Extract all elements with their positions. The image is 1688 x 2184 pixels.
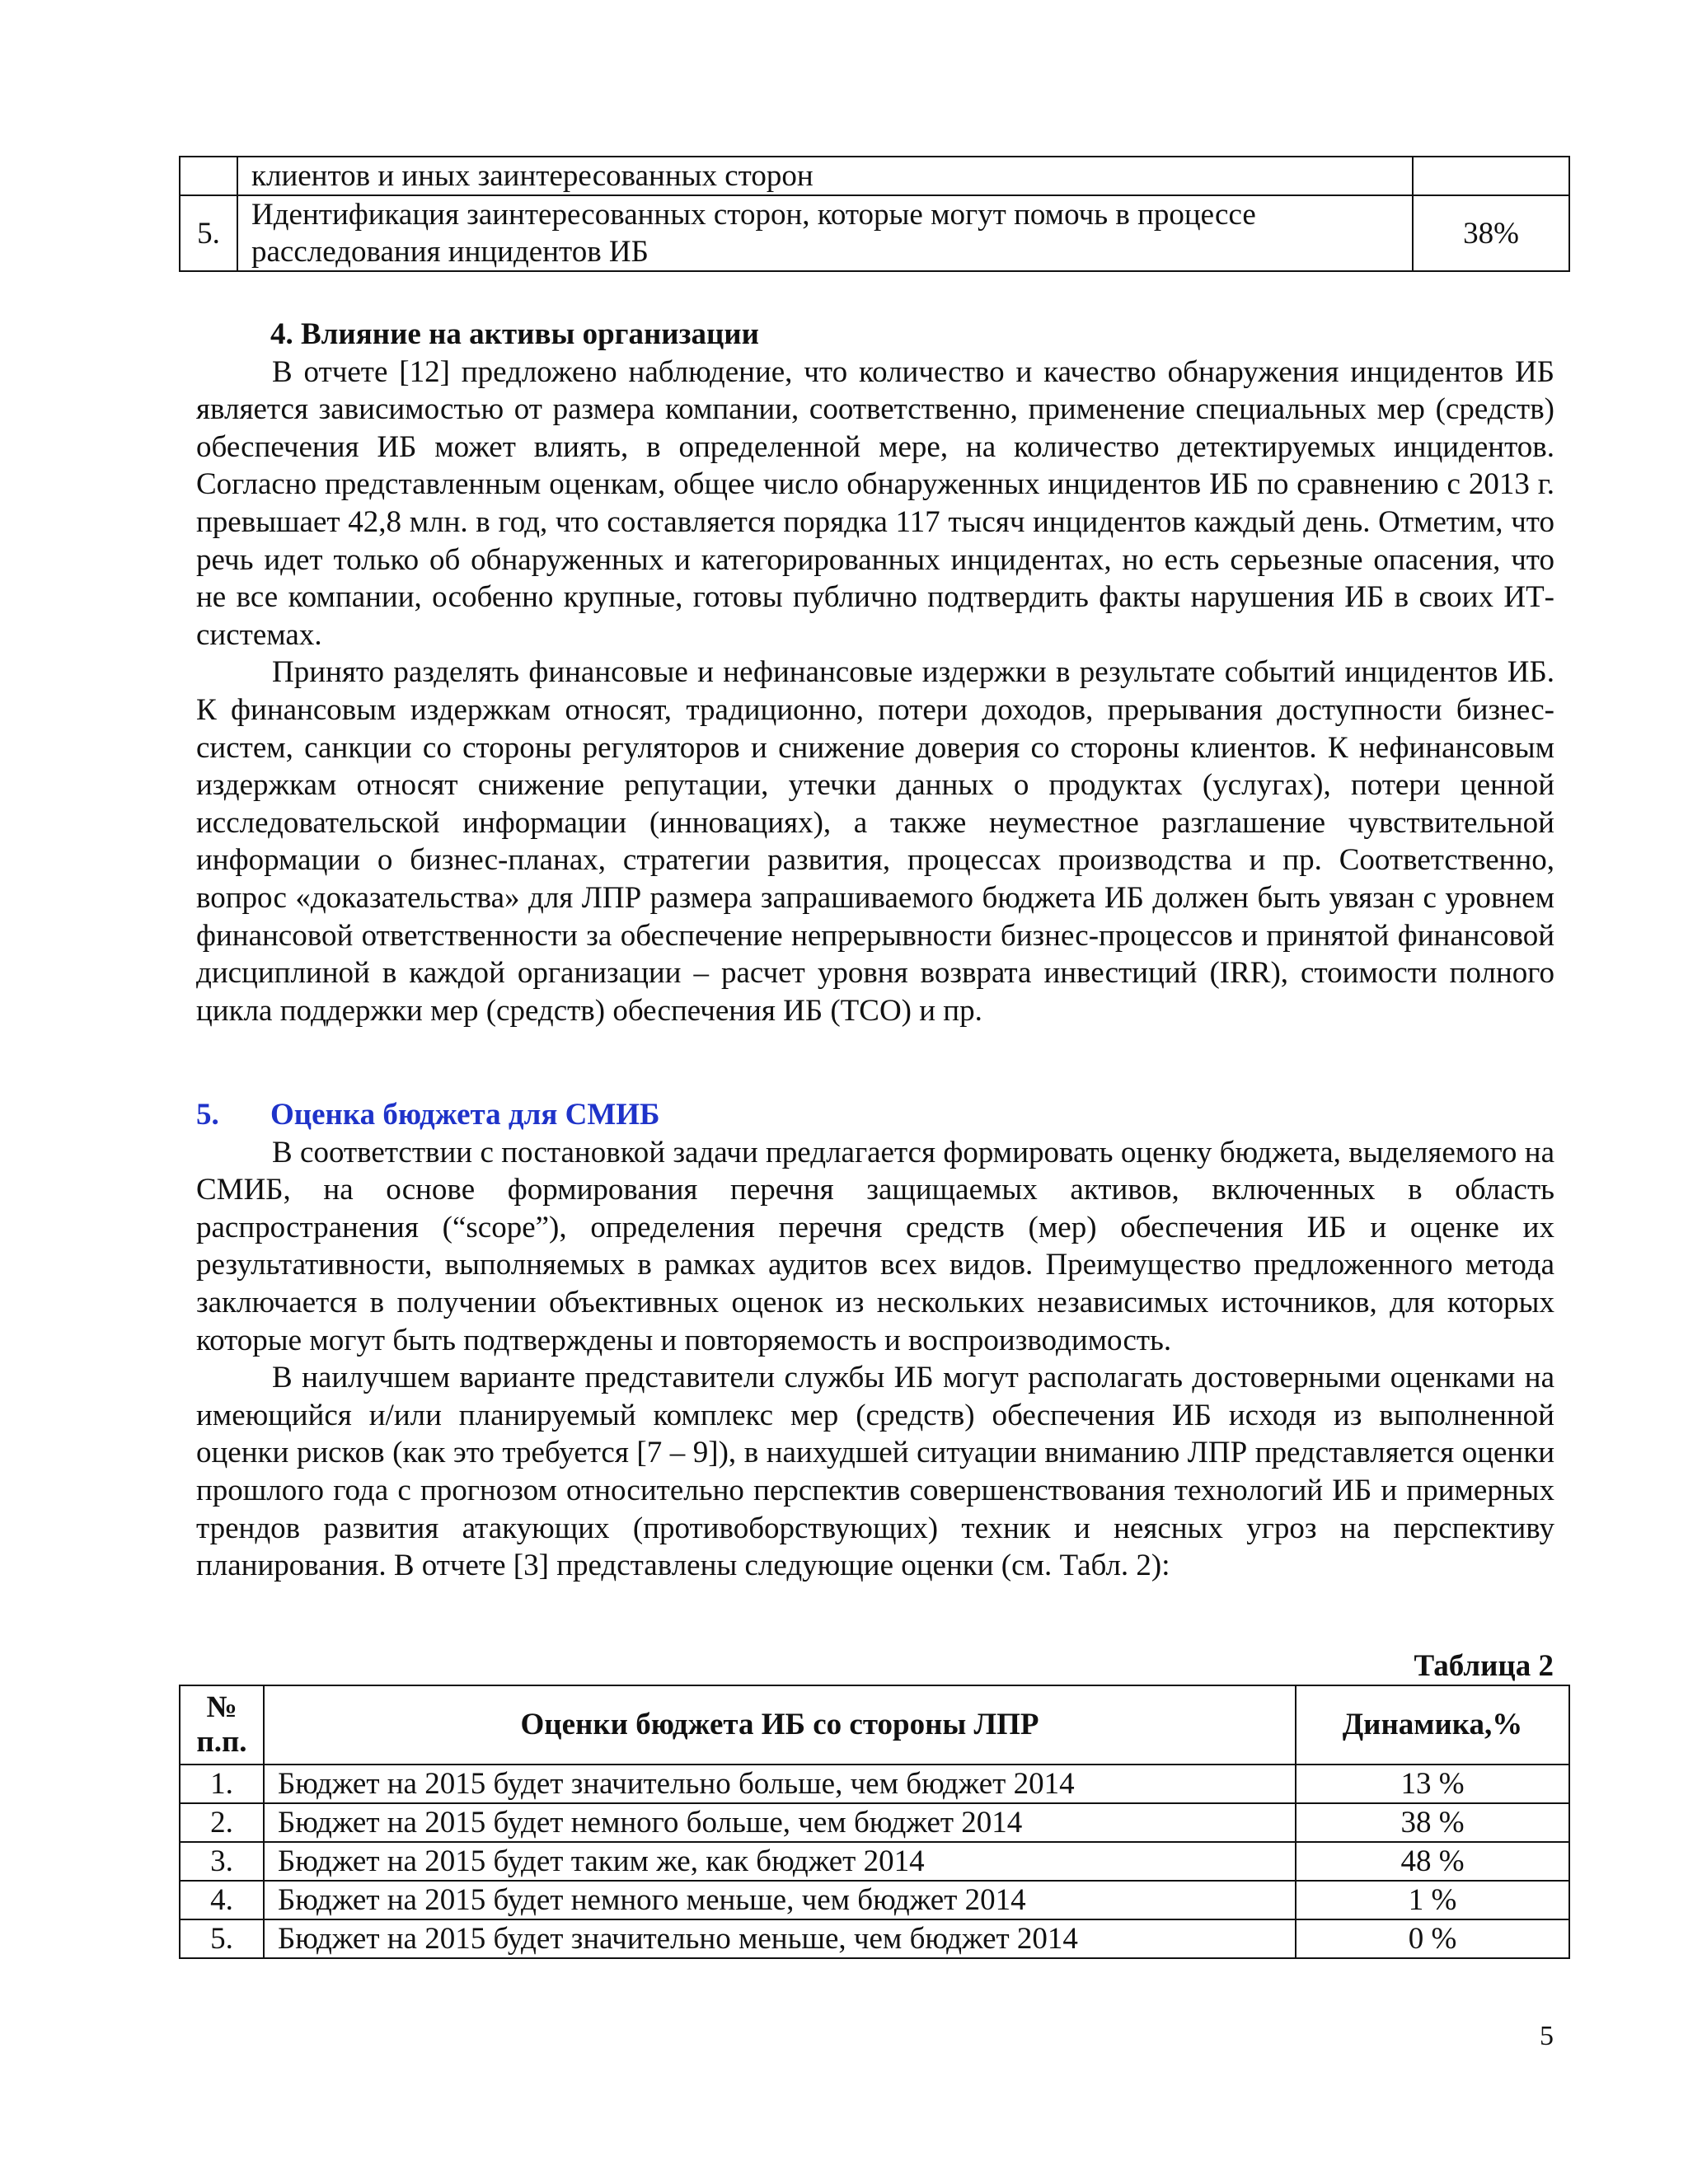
row-text: Бюджет на 2015 будет немного больше, чем бюджет 2014 xyxy=(264,1803,1296,1842)
section-4 xyxy=(196,316,1554,1029)
row-text: Бюджет на 2015 будет таким же, как бюджет 2014 xyxy=(264,1842,1296,1881)
row-number: 4. xyxy=(180,1881,264,1919)
table-row xyxy=(180,1842,1569,1881)
section-5-heading xyxy=(196,1096,1554,1134)
row-number xyxy=(180,157,237,195)
row-number: 5. xyxy=(180,195,237,271)
section-4-paragraph-1: В отчете [12] предложено наблюдение, что количество и качество обнаружения инцидентов ИБ является зависимостью от размера компании, соответственно, применение специальных мер (средств) обеспечения ИБ может влиять, в определенной мере, на количество детектируемых инцидентов. Согласно представленным оценкам, общее число обнаруженных инцидентов ИБ по сравнению с 2013 г. превышает 42,8 млн. в год, что составляется порядка 117 тысяч инцидентов каждый день. Отметим, что речь идет только об обнаруженных и категорированных инцидентах, но есть серьезные опасения, что не все компании, особенно крупные, готовы публично подтвердить факты нарушения ИБ в своих ИТ-системах. xyxy=(196,354,1554,652)
row-text: Идентификация заинтересованных сторон, которые могут помочь в процессе расследования инцидентов ИБ xyxy=(237,195,1413,271)
budget-table xyxy=(179,1685,1570,1959)
section-5-number: 5. xyxy=(196,1098,219,1132)
continued-table xyxy=(179,156,1570,272)
row-text: Бюджет на 2015 будет значительно меньше, чем бюджет 2014 xyxy=(264,1919,1296,1958)
table-row xyxy=(180,1919,1569,1958)
section-5-paragraph-2: В наилучшем варианте представители службы ИБ могут располагать достоверными оценками на имеющийся и/или планируемый комплекс мер (средств) обеспечения ИБ исходя из выполненной оценки рисков (как это требуется [7 – 9]), в наихудшей ситуации вниманию ЛПР представляется оценки прошлого года с прогнозом относительно перспектив совершенствования технологий ИБ и примерных трендов развития атакующих (противоборствующих) техник и неясных угроз на перспективу планирования. В отчете [3] представлены следующие оценки (см. Табл. 2): xyxy=(196,1361,1554,1583)
section-4-paragraph-2: Принято разделять финансовые и нефинансовые издержки в результате событий инцидентов ИБ. К финансовым издержкам относят, традиционно, потери доходов, прерывания доступности бизнес-систем, санкции со стороны регуляторов и снижение доверия со стороны клиентов. К нефинансовым издержкам относят снижение репутации, утечки данных о продуктах (услугах), потери ценной исследовательской информации (инновациях), а также неуместное разглашение чувствительной информации о бизнес-планах, стратегии развития, процессах производства и пр. Соответственно, вопрос «доказательства» для ЛПР размера запрашиваемого бюджета ИБ должен быть увязан с уровнем финансовой ответственности за обеспечение непрерывности бизнес-процессов и принятой финансовой дисциплиной в каждой организации – расчет уровня возврата инвестиций (IRR), стоимости полного цикла поддержки мер (средств) обеспечения ИБ (TCO) и пр. xyxy=(196,655,1554,1028)
row-number: 3. xyxy=(180,1842,264,1881)
table-caption: Таблица 2 xyxy=(1414,1649,1554,1683)
table-row xyxy=(180,1881,1569,1919)
row-text: клиентов и иных заинтересованных сторон xyxy=(237,157,1413,195)
section-5 xyxy=(196,1096,1554,1585)
section-4-heading: 4. Влияние на активы организации xyxy=(270,317,759,351)
row-value: 48 % xyxy=(1296,1842,1569,1881)
section-5-title: Оценка бюджета для СМИБ xyxy=(270,1098,660,1132)
row-value: 1 % xyxy=(1296,1881,1569,1919)
row-value: 0 % xyxy=(1296,1919,1569,1958)
row-number: 2. xyxy=(180,1803,264,1842)
table-row xyxy=(180,1803,1569,1842)
row-value: 38% xyxy=(1413,195,1569,271)
table-header-row xyxy=(180,1685,1569,1765)
row-value: 13 % xyxy=(1296,1765,1569,1803)
table-row xyxy=(180,1765,1569,1803)
table-row xyxy=(180,195,1569,271)
row-number: 5. xyxy=(180,1919,264,1958)
header-dynamics: Динамика,% xyxy=(1296,1685,1569,1765)
page-number: 5 xyxy=(1540,2021,1554,2051)
row-value: 38 % xyxy=(1296,1803,1569,1842)
row-value xyxy=(1413,157,1569,195)
row-number: 1. xyxy=(180,1765,264,1803)
header-number: № п.п. xyxy=(180,1685,264,1765)
row-text: Бюджет на 2015 будет значительно больше, чем бюджет 2014 xyxy=(264,1765,1296,1803)
section-5-paragraph-1: В соответствии с постановкой задачи предлагается формировать оценку бюджета, выделяемого на СМИБ, на основе формирования перечня защищаемых активов, включенных в область распространения (“scope”), определения перечня средств (мер) обеспечения ИБ и оценке их результативности, выполняемых в рамках аудитов всех видов. Преимущество предложенного метода заключается в получении объективных оценок из нескольких независимых источников, для которых которые могут быть подтверждены и повторяемость и воспроизводимость. xyxy=(196,1135,1554,1357)
table-row xyxy=(180,157,1569,195)
row-text: Бюджет на 2015 будет немного меньше, чем бюджет 2014 xyxy=(264,1881,1296,1919)
header-estimate: Оценки бюджета ИБ со стороны ЛПР xyxy=(264,1685,1296,1765)
